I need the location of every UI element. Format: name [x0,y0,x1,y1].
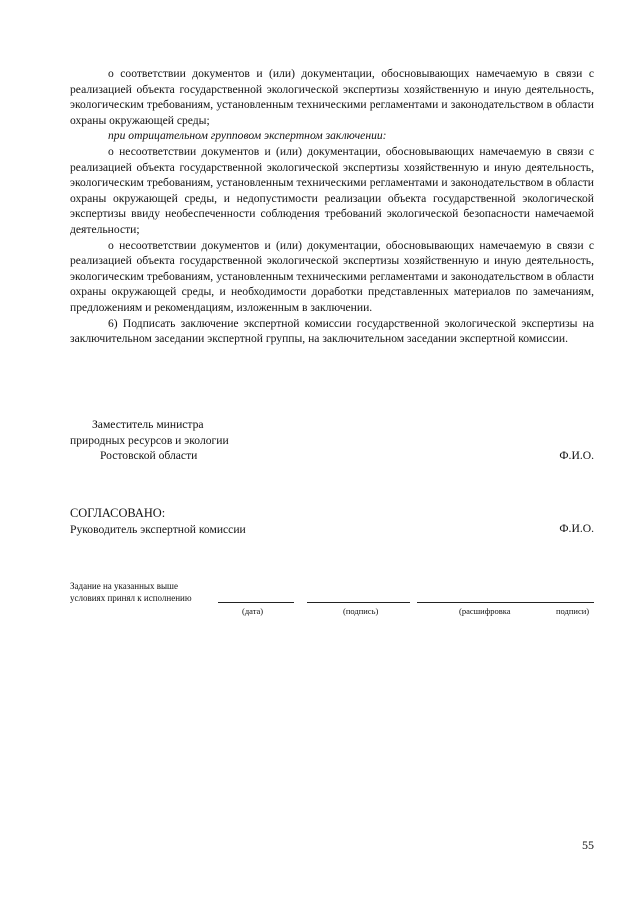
task-acceptance-block [70,580,594,616]
paragraph-sign-conclusion: 6) Подписать заключение экспертной комиссии государственной экологической экспертизы на заключительном заседании экспертной группы, на заключительном заседании экспертной комиссии. [70,316,594,346]
task-line2: условиях принял к исполнению [70,593,192,603]
caption-decoding-left: (расшифровка [459,606,511,616]
caption-date: (дата) [242,606,264,616]
paragraph-compliance: о соответствии документов и (или) документации, обосновывающих намечаемую в связи с реализацией объекта государственной экологической экспертизы хозяйственную и иную деятельность, экологическим требованиям, установленным техническими регламентами и законодательством в области охраны окружающей среды; [70,67,594,127]
paragraph-noncompliance-inadmissible: о несоответствии документов и (или) документации, обосновывающих намечаемую в связи с реализацией объекта государственной экологической экспертизы хозяйственную и иную деятельность, экологическим требованиям, установленным техническими регламентами и законодательством в области охраны окружающей среды, и недопустимости реализации объекта государственной экологической экспертизы ввиду необеспеченности соблюдения требований экологической безопасности намечаемой деятельности; [70,144,594,236]
body-text [70,66,594,347]
task-line1: Задание на указанных выше [70,581,178,591]
minister-title-line3: Ростовской области [100,449,198,463]
caption-decoding-right: подписи) [556,606,590,616]
page-number: 55 [582,838,594,852]
caption-signature: (подпись) [343,606,379,616]
minister-title-line2: природных ресурсов и экологии [70,433,229,447]
paragraph-noncompliance-revision: о несоответствии документов и (или) документации, обосновывающих намечаемую в связи с реализацией объекта государственной экологической экспертизы хозяйственную и иную деятельность, экологическим требованиям, установленным техническими регламентами и законодательством в области охраны окружающей среды, и необходимости доработки представленных материалов по замечаниям, предложениям и рекомендациям, изложенным в заключении. [70,238,594,314]
approval-fio: Ф.И.О. [559,522,594,535]
minister-fio: Ф.И.О. [559,449,594,462]
minister-signature-block [70,417,594,465]
paragraph-negative-heading: при отрицательном групповом экспертном заключении: [108,129,387,143]
date-blank-line [218,602,294,603]
minister-title-line1: Заместитель министра [92,418,204,431]
approval-role: Руководитель экспертной комиссии [70,522,246,536]
approval-block [70,506,594,538]
decoding-blank-line [417,602,594,603]
approval-heading: СОГЛАСОВАНО: [70,506,166,520]
signature-blank-line [307,602,410,603]
